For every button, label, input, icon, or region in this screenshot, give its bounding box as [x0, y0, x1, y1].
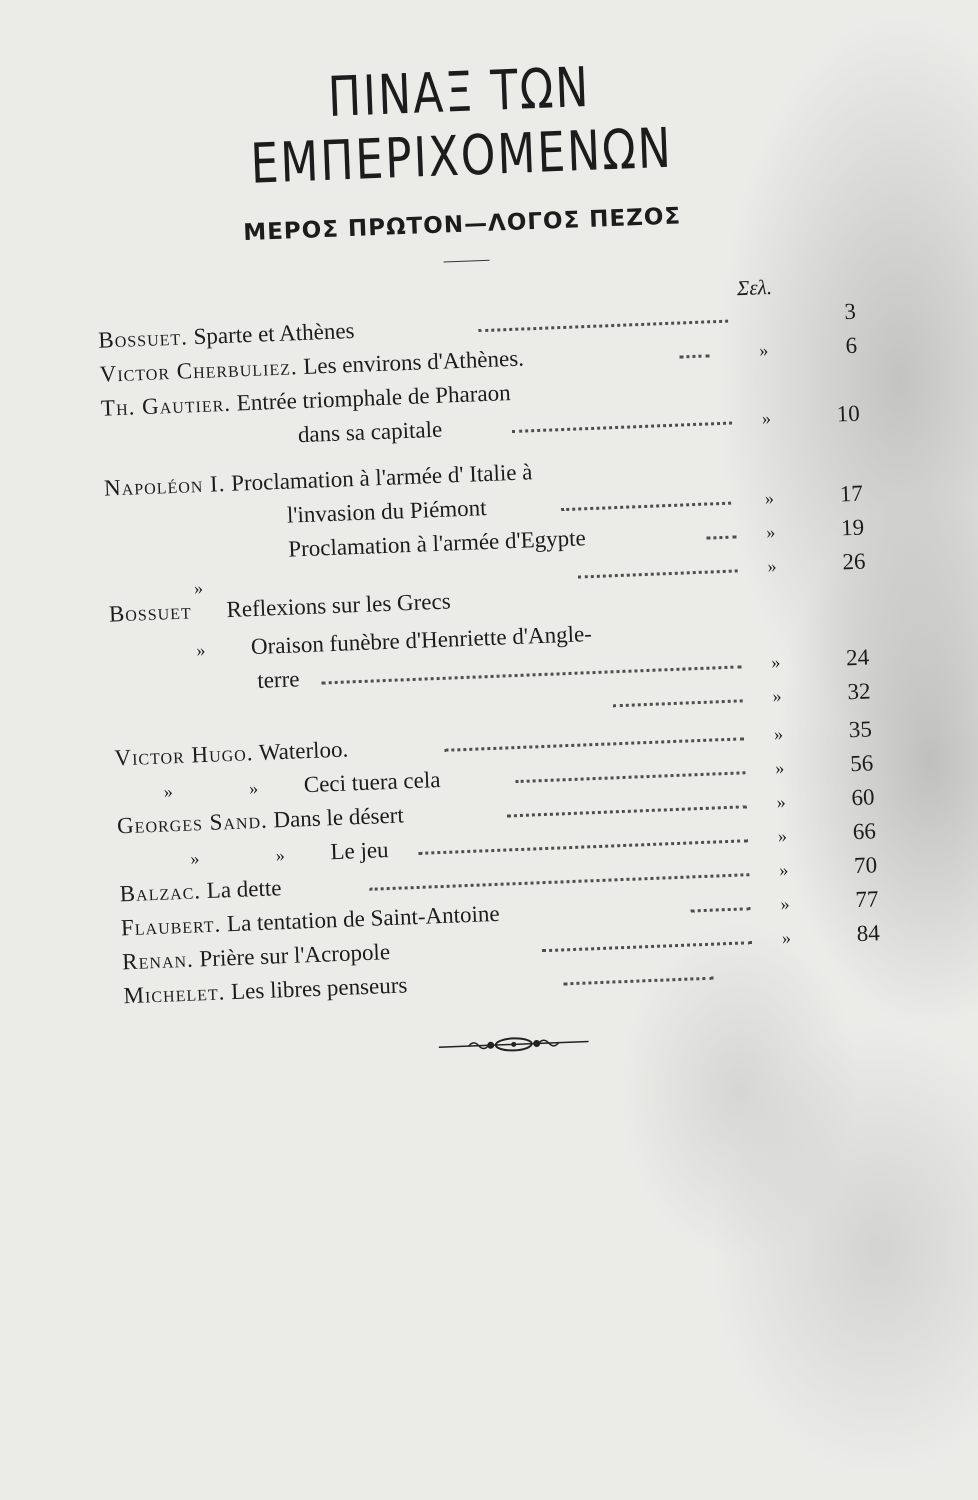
ditto-author: » [195, 639, 206, 661]
entry-title: Proclamation à l'armée d' Italie à [230, 459, 533, 496]
entry-author: Georges Sand. [116, 807, 269, 839]
entry-page: 19 [840, 514, 865, 541]
entry-title: Dans le désert [272, 802, 405, 833]
entry-page: 35 [848, 716, 873, 743]
entry-title: Proclamation à l'armée d'Egypte [287, 525, 587, 562]
entry-title: Prière sur l'Acropole [199, 939, 391, 972]
entry-page: 56 [849, 750, 874, 777]
entry-title: Le jeu [329, 837, 389, 865]
dot-leader [322, 663, 742, 684]
dot-leader [418, 837, 748, 855]
page-column-header: Σελ. [736, 274, 773, 301]
entry-title: Entrée triomphale de Pharaon [236, 380, 512, 416]
dot-leader [542, 939, 752, 952]
dot-leader [507, 803, 747, 817]
dot-leader [578, 567, 738, 578]
entry-page: 10 [836, 400, 861, 427]
entry-author: Napoléon I. [103, 471, 226, 501]
entry-title: dans sa capitale [297, 416, 443, 448]
entry-title: Oraison funèbre d'Henriette d'Angle- [250, 621, 593, 660]
entry-page: 6 [845, 332, 858, 359]
entry-title: Reflexions sur les Grecs [226, 588, 452, 623]
ditto-mark: » [774, 757, 785, 779]
entry-page: 70 [853, 852, 878, 879]
entry-title: Les environs d'Athènes. [302, 345, 525, 379]
ditto-mark: » [777, 825, 788, 847]
entry-author: Bossuet. [97, 324, 189, 353]
entry-title: l'invasion du Piémont [286, 495, 487, 528]
entry-page: 32 [846, 678, 871, 705]
entry-page: 77 [854, 886, 879, 913]
entry-title: Sparte et Athènes [193, 317, 355, 350]
ditto-mark: » [772, 685, 782, 707]
ditto-mark: » [761, 408, 772, 429]
entry-title: La tentation de Saint-Antoine [226, 900, 501, 937]
entry-author: Michelet. [123, 979, 226, 1009]
ditto-author: » » [189, 845, 286, 869]
entry-title: La dette [206, 875, 282, 904]
dot-leader [370, 871, 750, 891]
dot-leader [512, 420, 732, 433]
dot-leader [613, 697, 743, 707]
dot-leader [478, 318, 728, 333]
ditto-mark: » [781, 927, 792, 948]
entry-page: 66 [852, 818, 877, 845]
ditto-mark: » [767, 555, 777, 577]
ditto-mark: » [765, 521, 776, 543]
entry-author: Victor Cherbuliez. [99, 354, 299, 387]
entry-page: 84 [856, 920, 881, 947]
ditto-mark: » [758, 340, 769, 361]
ditto-mark: » [776, 791, 786, 813]
ditto-author: » [193, 577, 204, 599]
entry-page: 24 [845, 644, 870, 671]
entry-author: Victor Hugo. [113, 740, 254, 771]
dot-leader [515, 769, 745, 783]
ditto-mark: » [764, 487, 775, 509]
dot-leader [691, 905, 751, 912]
ditto-mark: » [778, 859, 789, 881]
entry-title: terre [256, 666, 300, 693]
ditto-mark: » [773, 723, 784, 745]
entry-author: Balzac. [119, 878, 202, 907]
dot-leader [561, 500, 731, 512]
entry-page: 60 [851, 784, 875, 811]
dot-leader [563, 975, 713, 986]
entry-author: Bossuet [108, 598, 193, 627]
entry-page: 3 [843, 298, 857, 325]
entry-author: Renan. [121, 946, 195, 975]
page-title [178, 50, 742, 199]
ditto-author: » » [163, 778, 259, 802]
entry-author: Flaubert. [120, 911, 222, 941]
entry-title: Waterloo. [258, 736, 349, 765]
ditto-mark: » [770, 651, 781, 673]
ditto-mark: » [780, 893, 790, 915]
dot-leader [706, 533, 736, 539]
entry-page: 17 [839, 480, 864, 507]
entry-title: Ceci tuera cela [303, 767, 441, 798]
dot-leader [444, 735, 744, 752]
entry-title: Les libres penseurs [230, 972, 408, 1005]
dot-leader [679, 352, 709, 358]
entry-page: 26 [841, 548, 866, 575]
page-title-text: ΠΙΝΑΞ ΤΩΝ ΕΜΠΕΡΙΧΟΜΕΝΩΝ [249, 56, 674, 197]
entry-author: Th. Gautier. [100, 390, 232, 421]
section-heading: ΜΕΡΟΣ ΠΡΩΤΟΝ—ΛΟΓΟΣ ΠΕΖΟΣ [242, 203, 682, 247]
